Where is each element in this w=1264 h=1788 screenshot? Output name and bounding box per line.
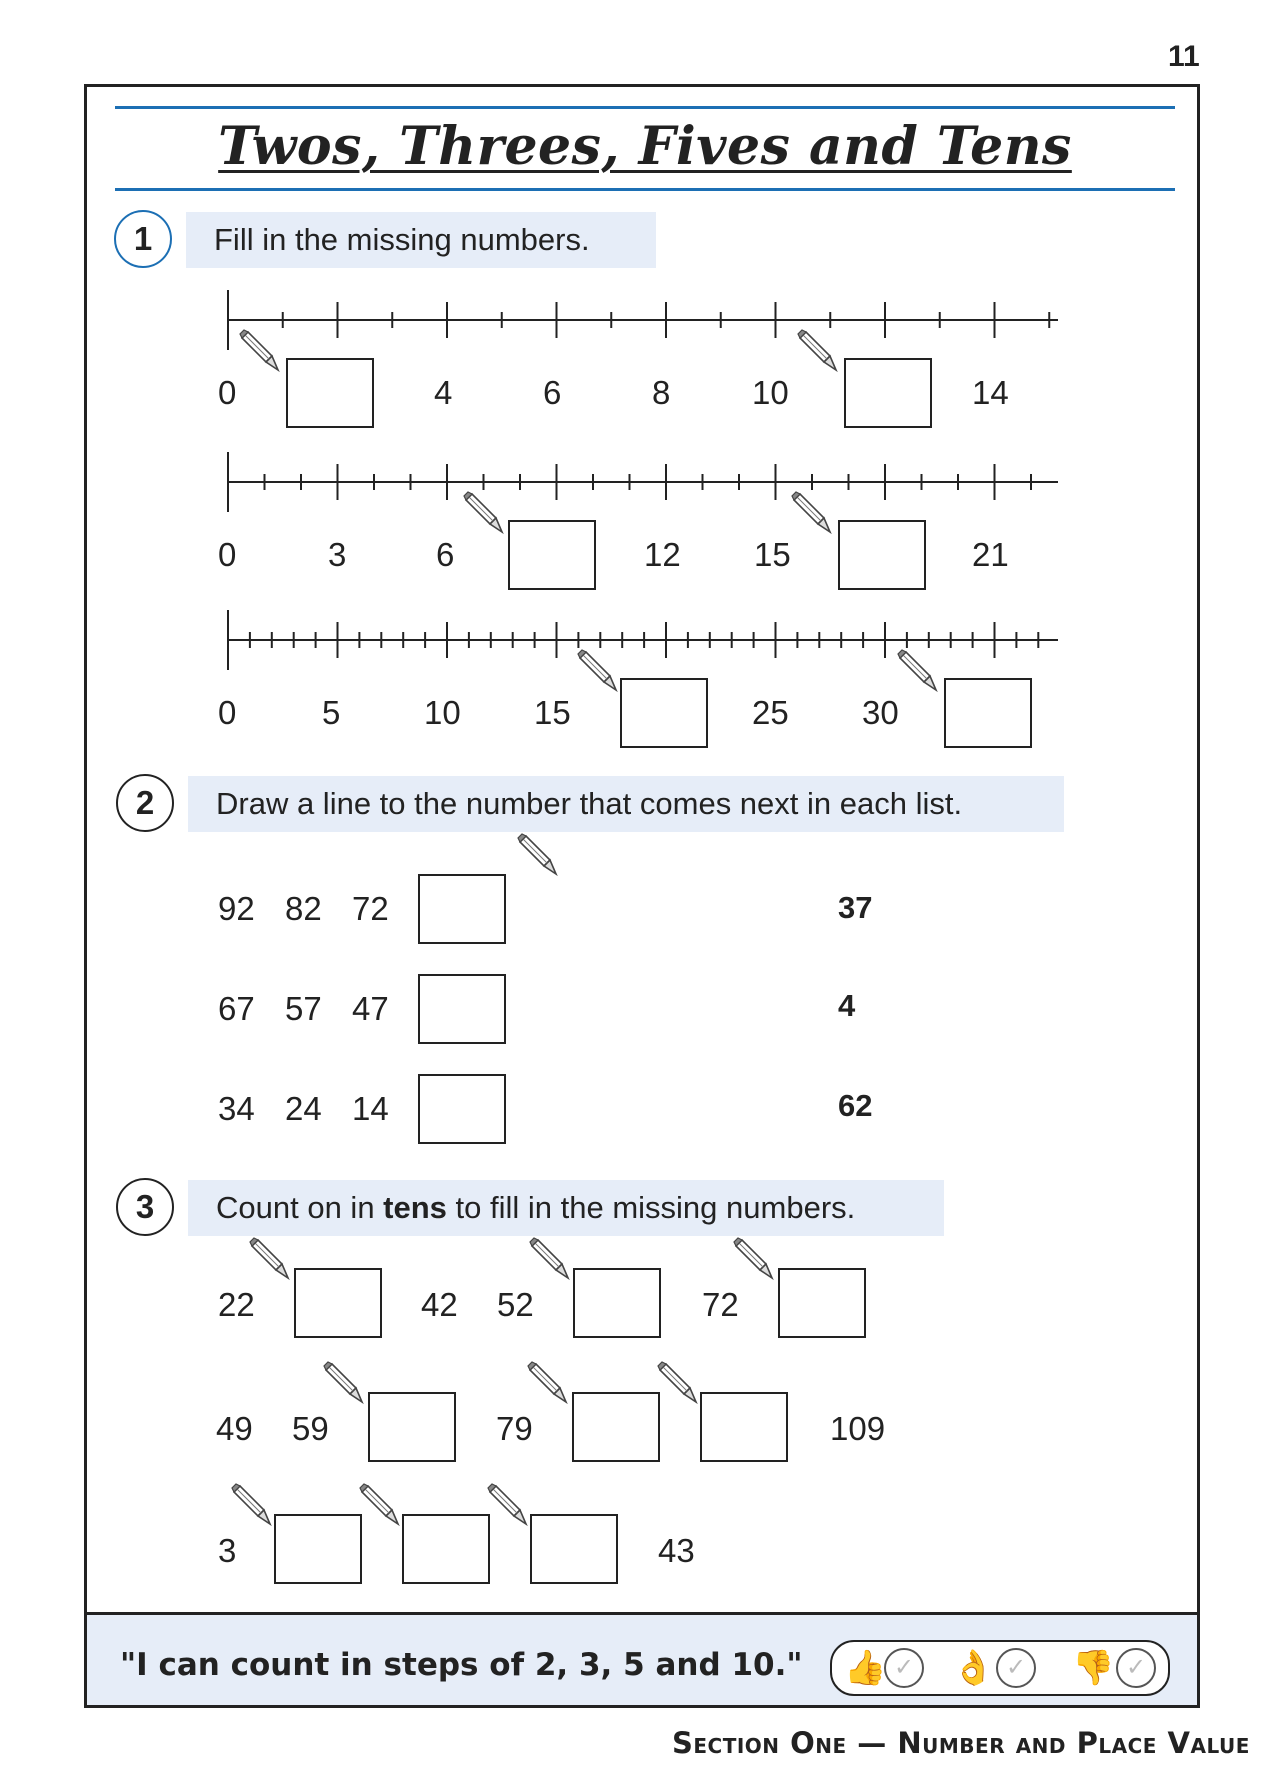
row1-number-42: 42 xyxy=(421,1286,458,1323)
question-1-number: 1 xyxy=(114,210,172,268)
row3-number-43: 43 xyxy=(658,1532,695,1569)
line1-label-8: 8 xyxy=(652,374,671,411)
pencil-icon xyxy=(324,1362,362,1402)
line2-label-21: 21 xyxy=(972,536,1009,573)
answer-option-2[interactable]: 4 xyxy=(838,988,856,1023)
line1-label-10: 10 xyxy=(752,374,789,411)
line2-label-0: 0 xyxy=(218,536,237,573)
pencil-icon xyxy=(360,1484,398,1524)
line1-label-6: 6 xyxy=(543,374,562,411)
thumbs-sideways-icon: 👌 xyxy=(952,1649,995,1687)
pencil-icon xyxy=(792,492,830,532)
question-2-number: 2 xyxy=(116,774,174,832)
self-assessment-scale xyxy=(830,1640,1170,1696)
list2-number-c: 47 xyxy=(352,990,389,1027)
page-number: 11 xyxy=(1168,40,1200,73)
row1-number-52: 52 xyxy=(497,1286,534,1323)
pencil-icon xyxy=(898,650,936,690)
page-title: Twos, Threes, Fives and Tens xyxy=(218,116,1072,177)
pencil-icon xyxy=(734,1238,772,1278)
pencil-icon xyxy=(464,492,502,532)
pencil-icon xyxy=(250,1238,288,1278)
thumbs-up-icon: 👍 xyxy=(844,1649,887,1687)
question-3-instruction-post: to fill in the missing numbers. xyxy=(446,1190,856,1225)
line3-label-5: 5 xyxy=(322,694,341,731)
line1-label-4: 4 xyxy=(434,374,453,411)
self-assessment-statement: "I can count in steps of 2, 3, 5 and 10." xyxy=(120,1647,803,1683)
list3-number-a: 34 xyxy=(218,1090,255,1127)
row2-number-59: 59 xyxy=(292,1410,329,1447)
pencil-icon xyxy=(240,330,278,370)
pencil-icon xyxy=(488,1484,526,1524)
pencil-icon xyxy=(528,1362,566,1402)
list1-number-a: 92 xyxy=(218,890,255,927)
question-1-instruction: Fill in the missing numbers. xyxy=(186,212,656,268)
line2-label-12: 12 xyxy=(644,536,681,573)
line3-label-10: 10 xyxy=(424,694,461,731)
list3-number-c: 14 xyxy=(352,1090,389,1127)
section-label: Section One — Number and Place Value xyxy=(672,1726,1250,1760)
line2-label-6: 6 xyxy=(436,536,455,573)
check-circle-bad[interactable]: ✓ xyxy=(1116,1648,1156,1688)
pencil-icon xyxy=(518,834,556,874)
line3-label-25: 25 xyxy=(752,694,789,731)
line1-label-0: 0 xyxy=(218,374,237,411)
row2-number-49: 49 xyxy=(216,1410,253,1447)
row1-number-22: 22 xyxy=(218,1286,255,1323)
list2-number-a: 67 xyxy=(218,990,255,1027)
line3-label-0: 0 xyxy=(218,694,237,731)
thumbs-down-icon: 👎 xyxy=(1072,1649,1115,1687)
list3-number-b: 24 xyxy=(285,1090,322,1127)
line2-label-3: 3 xyxy=(328,536,347,573)
question-3-number: 3 xyxy=(116,1178,174,1236)
line3-label-30: 30 xyxy=(862,694,899,731)
pencil-icon xyxy=(578,650,616,690)
line1-label-14: 14 xyxy=(972,374,1009,411)
question-2-instruction: Draw a line to the number that comes next in each list. xyxy=(188,776,1064,832)
line2-label-15: 15 xyxy=(754,536,791,573)
pencil-icon xyxy=(798,330,836,370)
list1-number-b: 82 xyxy=(285,890,322,927)
row2-number-109: 109 xyxy=(830,1410,886,1447)
pencil-icon xyxy=(232,1484,270,1524)
line3-label-15: 15 xyxy=(534,694,571,731)
question-3-instruction-pre: Count on in xyxy=(216,1190,384,1225)
check-circle-ok[interactable]: ✓ xyxy=(996,1648,1036,1688)
row1-number-72: 72 xyxy=(702,1286,739,1323)
check-circle-good[interactable]: ✓ xyxy=(884,1648,924,1688)
list2-number-b: 57 xyxy=(285,990,322,1027)
row3-number-3: 3 xyxy=(218,1532,237,1569)
list1-number-c: 72 xyxy=(352,890,389,927)
pencil-icon xyxy=(530,1238,568,1278)
answer-option-1[interactable]: 37 xyxy=(838,890,873,925)
row2-number-79: 79 xyxy=(496,1410,533,1447)
pencil-icon xyxy=(658,1362,696,1402)
question-3-instruction-bold: tens xyxy=(383,1190,447,1225)
answer-option-3[interactable]: 62 xyxy=(838,1088,873,1123)
